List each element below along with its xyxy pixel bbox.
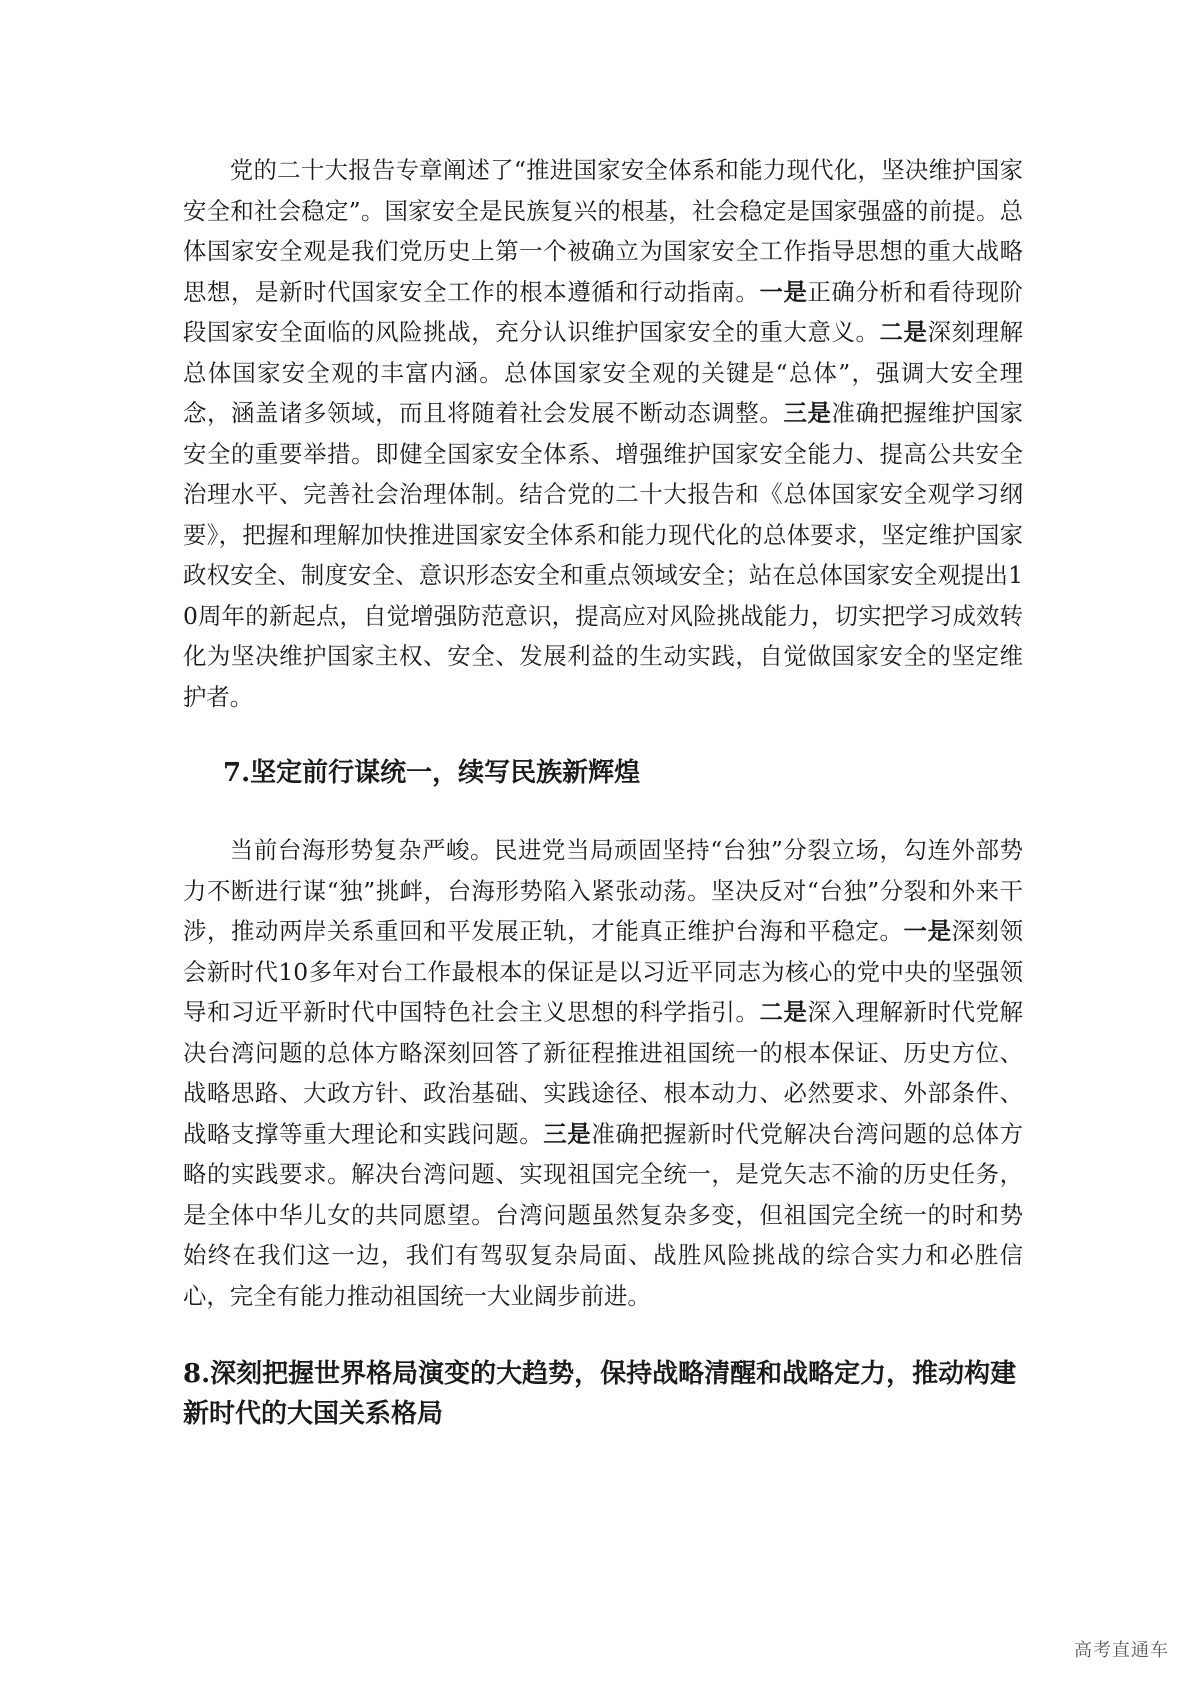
enumeration-marker: 三是 [543,1119,592,1148]
paragraph-text: 深刻理解总体国家安全观的丰富内涵。总体国家安全观的关键是“总体”，强调大安全理念，涵盖诸多领域，而且将随着社会发展不断动态调整。 [183,318,1024,427]
section7-paragraph [183,830,1023,1316]
paragraph-text: 准确把握维护国家安全的重要举措。即健全国家安全体系、增强维护国家安全能力、提高公共安全治理水平、完善社会治理体制。结合党的二十大报告和《总体国家安全观学习纲要》，把握和理解加快推进国家安全体系和能力现代化的总体要求，坚定维护国家政权安全、制度安全、意识形态安全和重点领域安全；站在总体国家安全观提出10周年的新起点，自觉增强防范意识，提高应对风险挑战能力，切实把学习成效转化为坚决维护国家主权、安全、发展利益的生动实践，自觉做国家安全的坚定维护者。 [183,399,1024,711]
enumeration-marker: 二是 [879,318,928,346]
enumeration-marker: 一是 [759,277,808,306]
enumeration-marker: 一是 [903,917,952,945]
paragraph-text: 党的二十大报告专章阐述了“推进国家安全体系和能力现代化，坚决维护国家安全和社会稳定”。国家安全是民族复兴的根基，社会稳定是国家强盛的前提。总体国家安全观是我们党历史上第一个被确立为国家安全工作指导思想的重大战略思想，是新时代国家安全工作的根本遵循和行动指南。 [183,156,1023,306]
paragraph-text: 深刻领会新时代10多年对台工作最根本的保证是以习近平同志为核心的党中央的坚强领导和习近平新时代中国特色社会主义思想的科学指引。 [183,917,1024,1026]
document-body [183,150,1023,1434]
paragraph-text: 深入理解新时代党解决台湾问题的总体方略深刻回答了新征程推进祖国统一的根本保证、历史方位、战略思路、大政方针、政治基础、实践途径、根本动力、必然要求、外部条件、战略支撑等重大理论和实践问题。 [183,998,1024,1148]
paragraph-text: 当前台海形势复杂严峻。民进党当局顽固坚持“台独”分裂立场，勾连外部势力不断进行谋“独”挑衅，台海形势陷入紧张动荡。坚决反对“台独”分裂和外来干涉，推动两岸关系重回和平发展正轨，才能真正维护台海和平稳定。 [183,836,1023,945]
footer-watermark: 高考直通车 [1074,1640,1169,1661]
section8-heading: 8.深刻把握世界格局演变的大趋势，保持战略清醒和战略定力，推动构建新时代的大国关系格局 [183,1359,1017,1429]
paragraph-text: 正确分析和看待现阶段国家安全面临的风险挑战，充分认识维护国家安全的重大意义。 [183,277,1024,346]
section7-heading: 7.坚定前行谋统一，续写民族新辉煌 [223,758,641,788]
paragraph-text: 准确把握新时代党解决台湾问题的总体方略的实践要求。解决台湾问题、实现祖国完全统一，是党矢志不渝的历史任务，是全体中华儿女的共同愿望。台湾问题虽然复杂多变，但祖国完全统一的时和势始终在我们这一边，我们有驾驭复杂局面、战胜风险挑战的综合实力和必胜信心，完全有能力推动祖国统一大业阔步前进。 [183,1119,1024,1310]
enumeration-marker: 三是 [783,399,832,427]
section6-paragraph [183,150,1023,717]
enumeration-marker: 二是 [759,998,808,1026]
